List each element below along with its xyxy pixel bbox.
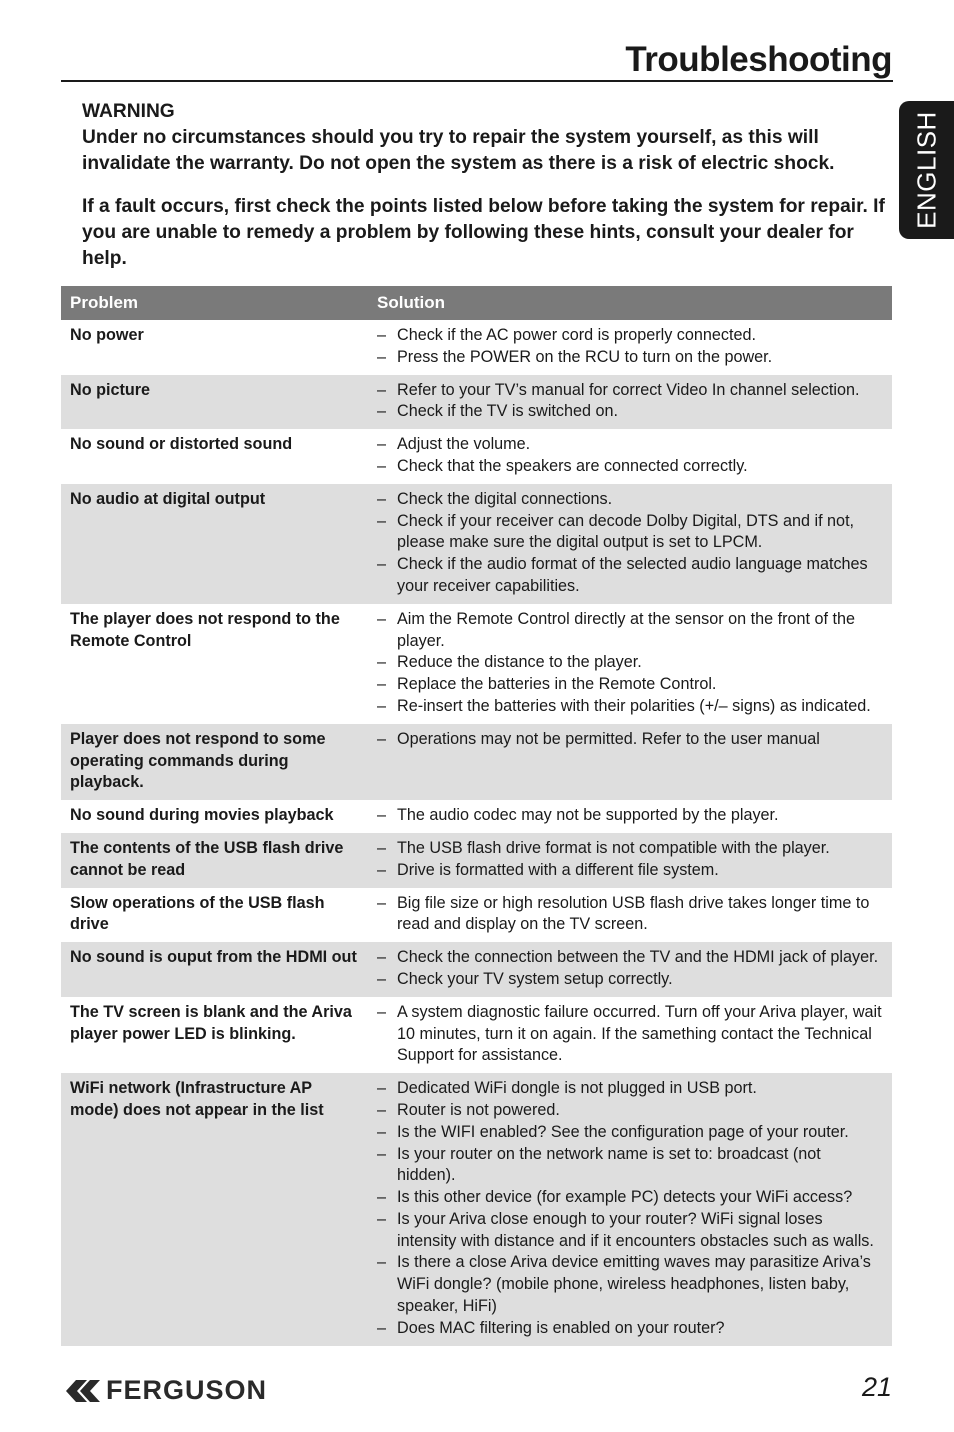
solution-list [377, 893, 883, 937]
problem-cell: No power [70, 326, 144, 344]
solution-cell [368, 484, 892, 604]
solution-item: – Dedicated WiFi dongle is not plugged in USB port. [377, 1078, 883, 1100]
solution-item: – Check if the AC power cord is properly connected. [377, 325, 883, 347]
solution-item: – Adjust the volume. [377, 434, 883, 456]
solution-cell [368, 997, 892, 1073]
table-row [61, 604, 892, 724]
solution-item: – Is there a close Ariva device emitting waves may parasitize Ariva’s WiFi dongle? (mobile phone, wireless headphones, listen baby, speaker, HiFi) [377, 1252, 883, 1317]
troubleshooting-table [61, 286, 892, 1346]
problem-cell: The contents of the USB flash drive cannot be read [61, 833, 368, 888]
solution-item: – Router is not powered. [377, 1100, 883, 1122]
solution-cell [368, 320, 892, 375]
warning-heading: WARNING [82, 101, 175, 122]
brand-wordmark: FERGUSON [106, 1375, 268, 1405]
solution-list [377, 947, 883, 991]
warning-text: Under no circumstances should you try to repair the system yourself, as this will invalidate the warranty. Do not open the system as there is a risk of electric shock. [82, 127, 835, 174]
solution-list [377, 325, 883, 369]
solution-list [377, 609, 883, 718]
solution-cell [368, 942, 892, 997]
solution-item: – Aim the Remote Control directly at the sensor on the front of the player. [377, 609, 883, 653]
solution-item: – Is this other device (for example PC) detects your WiFi access? [377, 1187, 883, 1209]
solution-item: – Check your TV system setup correctly. [377, 969, 883, 991]
solution-item: – Is your Ariva close enough to your router? WiFi signal loses intensity with distance and if it encounters obstacles such as walls. [377, 1209, 883, 1253]
problem-cell: The player does not respond to the Remote Control [70, 609, 340, 650]
solution-item: – Is the WIFI enabled? See the configuration page of your router. [377, 1122, 883, 1144]
problem-cell: No sound during movies playback [70, 806, 334, 825]
problem-cell: The TV screen is blank and the Ariva player power LED is blinking. [70, 1002, 352, 1043]
solution-item: – Reduce the distance to the player. [377, 652, 883, 674]
solution-list [377, 1078, 883, 1340]
solution-item: – Big file size or high resolution USB flash drive takes longer time to read and display on the TV screen. [377, 893, 883, 937]
solution-list [377, 380, 883, 424]
solution-item: – Press the POWER on the RCU to turn on the power. [377, 347, 883, 369]
table-row [61, 375, 892, 430]
table-body [61, 320, 892, 1346]
solution-item: – Check if the TV is switched on. [377, 401, 883, 423]
table-row [61, 997, 892, 1073]
solution-item: – Check if your receiver can decode Dolby Digital, DTS and if not, please make sure the digital output is set to LPCM. [377, 511, 883, 555]
solution-item: – Check the connection between the TV and the HDMI jack of player. [377, 947, 883, 969]
solution-cell [368, 800, 892, 833]
table-row [61, 724, 892, 800]
solution-item: – The USB flash drive format is not compatible with the player. [377, 838, 883, 860]
table-row [61, 800, 892, 833]
solution-item: – Re-insert the batteries with their polarities (+/– signs) as indicated. [377, 696, 883, 718]
solution-cell [368, 1073, 892, 1346]
problem-cell: No picture [61, 375, 368, 430]
solution-list [377, 1002, 883, 1067]
solution-cell [368, 429, 892, 484]
solution-item: – Is your router on the network name is set to: broadcast (not hidden). [377, 1144, 883, 1188]
solution-item: – Check the digital connections. [377, 489, 883, 511]
solution-item: – Replace the batteries in the Remote Control. [377, 674, 883, 696]
language-tab [899, 101, 954, 239]
language-tab-label: ENGLISH [911, 111, 941, 229]
solution-item: – Refer to your TV’s manual for correct Video In channel selection. [377, 380, 883, 402]
solution-cell [368, 375, 892, 430]
solution-item: – Check that the speakers are connected correctly. [377, 456, 883, 478]
warning-advice: If a fault occurs, first check the points listed below before taking the system for repair. If you are unable to remedy a problem by following these hints, consult your dealer for help. [82, 196, 885, 269]
solution-cell [368, 604, 892, 724]
table-row [61, 320, 892, 375]
solution-item: – Operations may not be permitted. Refer to the user manual [377, 729, 883, 751]
table-row [61, 833, 892, 888]
solution-item: – Drive is formatted with a different file system. [377, 860, 883, 882]
table-row [61, 942, 892, 997]
problem-cell: No sound is ouput from the HDMI out [61, 942, 368, 997]
table-row [61, 1073, 892, 1346]
solution-list [377, 434, 883, 478]
solution-cell [368, 888, 892, 943]
solution-column-header: Solution [368, 286, 892, 320]
ferguson-logo [64, 1375, 267, 1406]
problem-cell: Player does not respond to some operating commands during playback. [61, 724, 368, 800]
table-row [61, 888, 892, 943]
problem-cell: WiFi network (Infrastructure AP mode) does not appear in the list [61, 1073, 368, 1346]
page-number: 21 [861, 1372, 892, 1402]
problem-cell: Slow operations of the USB flash drive [70, 893, 325, 934]
solution-list [377, 805, 883, 827]
problem-column-header: Problem [61, 286, 368, 320]
solution-list [377, 729, 883, 751]
table-row [61, 429, 892, 484]
solution-cell [368, 724, 892, 800]
warning-block [82, 99, 887, 272]
solution-item: – Does MAC filtering is enabled on your router? [377, 1318, 883, 1340]
table-header-row [61, 286, 892, 320]
solution-list [377, 489, 883, 598]
problem-cell: No audio at digital output [61, 484, 368, 604]
ferguson-emblem-icon [64, 1378, 102, 1404]
table-row [61, 484, 892, 604]
solution-list [377, 838, 883, 882]
solution-cell [368, 833, 892, 888]
title-underline [61, 80, 893, 82]
solution-item: – The audio codec may not be supported by the player. [377, 805, 883, 827]
solution-item: – A system diagnostic failure occurred. Turn off your Ariva player, wait 10 minutes, turn it on again. If the samething contact the Technical Support for assistance. [377, 1002, 883, 1067]
solution-item: – Check if the audio format of the selected audio language matches your receiver capabilities. [377, 554, 883, 598]
page-title: Troubleshooting [625, 40, 892, 79]
problem-cell: No sound or distorted sound [70, 435, 293, 454]
